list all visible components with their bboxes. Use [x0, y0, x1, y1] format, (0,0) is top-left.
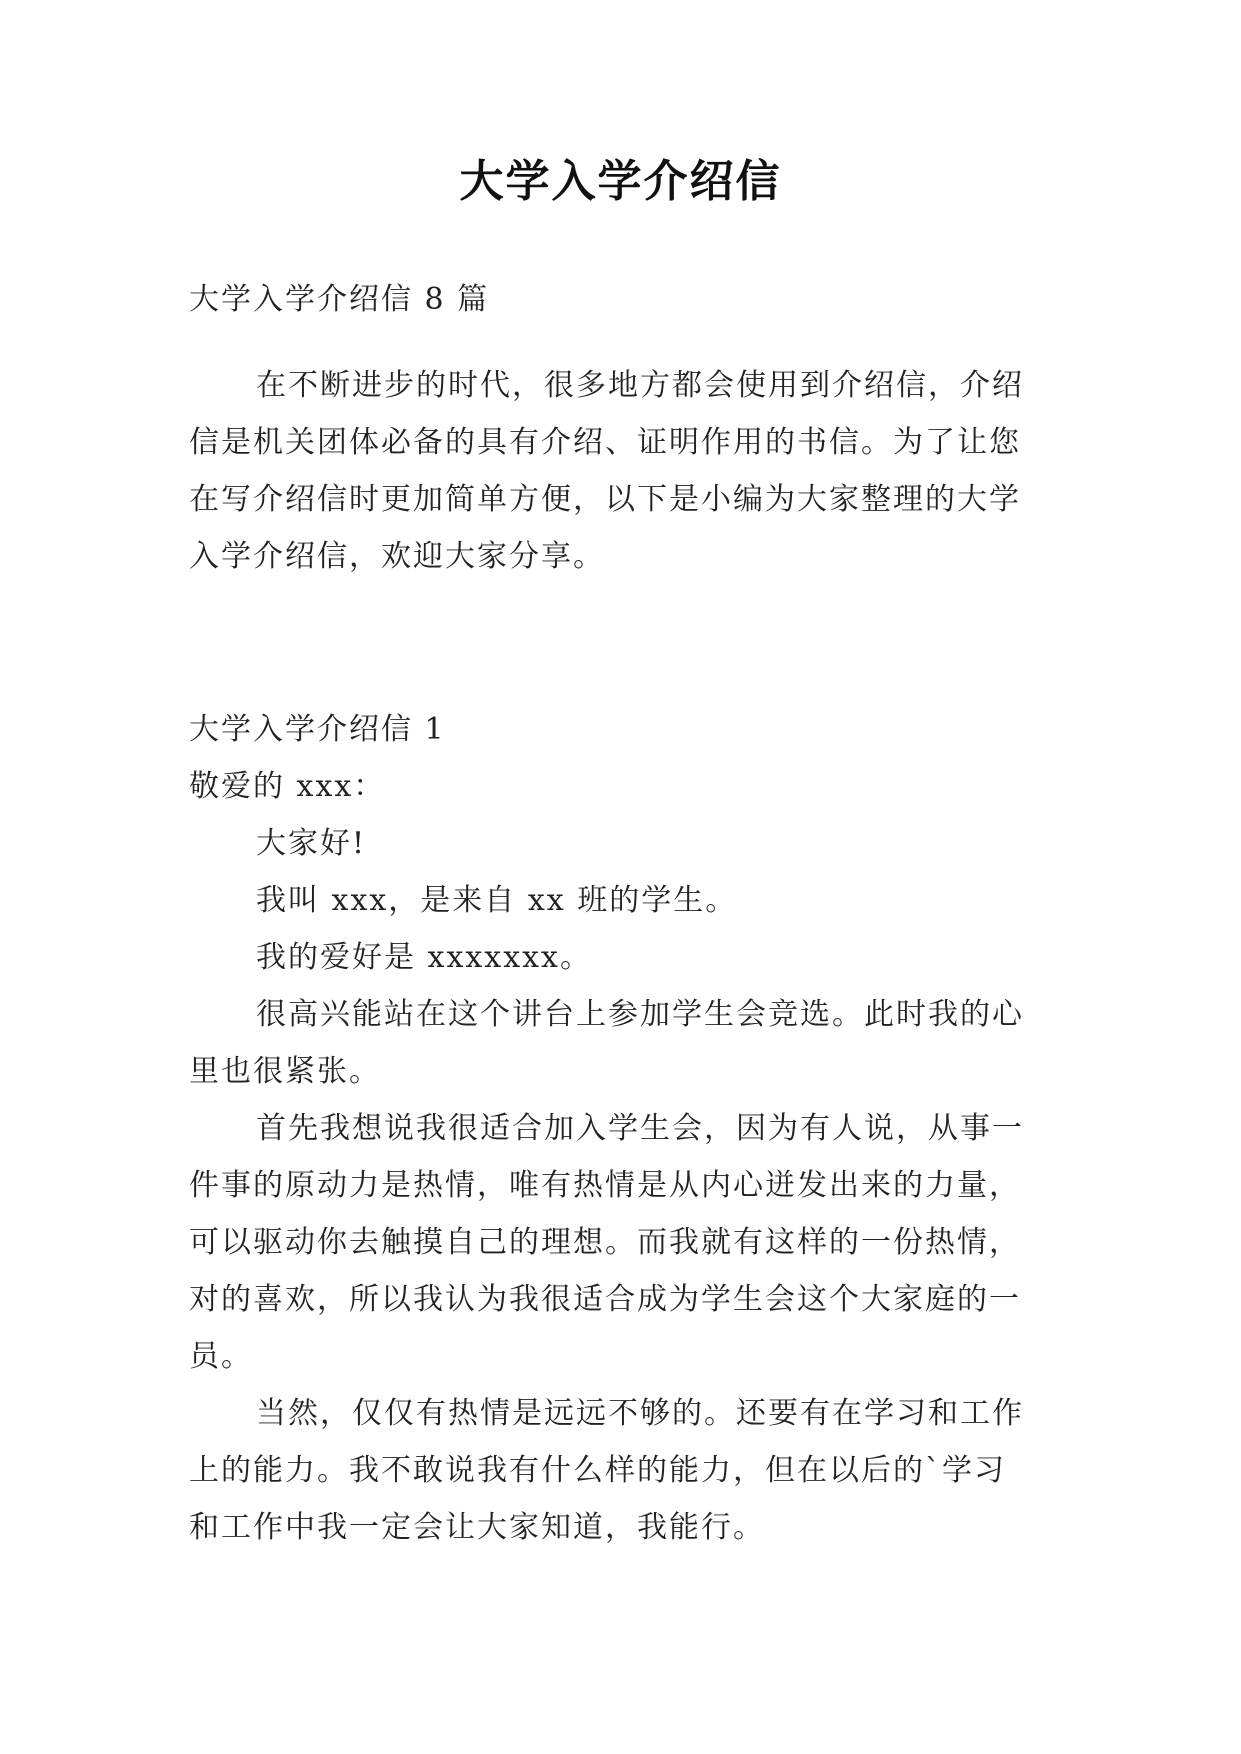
salutation: 敬爱的 xxx： — [189, 769, 386, 804]
document-title: 大学入学介绍信 — [459, 156, 782, 207]
intro-paragraph — [189, 357, 1059, 585]
paragraph-introduction: 我叫 xxx，是来自 xx 班的学生。 — [256, 883, 738, 918]
paragraph-line: 很高兴能站在这个讲台上参加学生会竞选。此时我的心 — [256, 997, 1024, 1032]
paragraph-line: 对的喜欢，所以我认为我很适合成为学生会这个大家庭的一 — [189, 1282, 1021, 1317]
subtitle-text: 大学入学介绍信 8 篇 — [189, 282, 490, 317]
intro-line: 入学介绍信，欢迎大家分享。 — [189, 539, 605, 574]
greeting: 大家好! — [256, 826, 367, 861]
paragraph-line: 和工作中我一定会让大家知道，我能行。 — [189, 1510, 765, 1545]
paragraph-line: 件事的原动力是热情，唯有热情是从内心迸发出来的力量， — [189, 1168, 1021, 1203]
section-heading: 大学入学介绍信 1 — [189, 712, 446, 747]
paragraph-line: 可以驱动你去触摸自己的理想。而我就有这样的一份热情， — [189, 1225, 1021, 1260]
document-subtitle — [189, 271, 1059, 328]
paragraph-hobby: 我的爱好是 xxxxxxx。 — [256, 940, 592, 975]
paragraph-line: 当然，仅仅有热情是远远不够的。还要有在学习和工作 — [256, 1396, 1024, 1431]
paragraph-line: 员。 — [189, 1339, 253, 1374]
paragraph-line: 里也很紧张。 — [189, 1054, 381, 1089]
paragraph-line: 首先我想说我很适合加入学生会，因为有人说，从事一 — [256, 1111, 1024, 1146]
intro-line: 信是机关团体必备的具有介绍、证明作用的书信。为了让您 — [189, 425, 1021, 460]
letter-body — [189, 701, 1059, 1556]
paragraph-line: 上的能力。我不敢说我有什么样的能力，但在以后的`学习 — [189, 1453, 1006, 1488]
intro-line: 在不断进步的时代，很多地方都会使用到介绍信，介绍 — [256, 368, 1024, 403]
intro-line: 在写介绍信时更加简单方便，以下是小编为大家整理的大学 — [189, 482, 1021, 517]
